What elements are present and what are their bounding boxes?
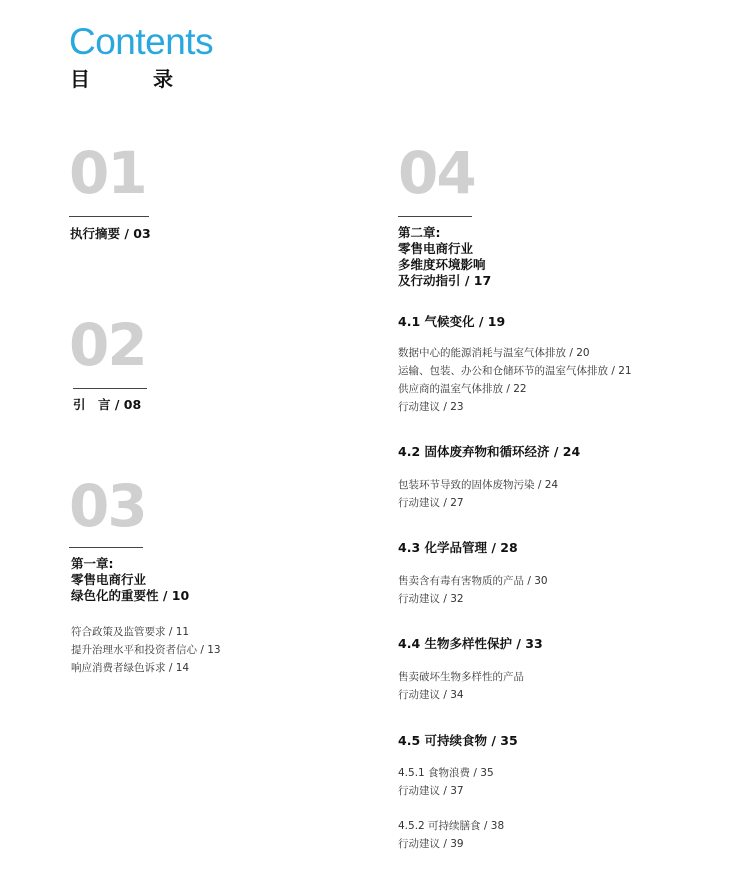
page-title-cn: 目 录 xyxy=(70,67,201,91)
toc-item[interactable]: 4.5.2 可持续膳食 / 38 xyxy=(398,820,505,832)
section-number-04: 04 xyxy=(398,139,475,207)
page-title-en: Contents xyxy=(69,21,214,62)
toc-chapter-1[interactable]: 第一章: 零售电商行业 绿色化的重要性 / 10 xyxy=(71,556,190,603)
toc-item[interactable]: 行动建议 / 32 xyxy=(398,593,464,605)
toc-item[interactable]: 提升治理水平和投资者信心 / 13 xyxy=(71,644,221,656)
section-number-01: 01 xyxy=(69,139,146,207)
toc-item[interactable]: 4.5.1 食物浪费 / 35 xyxy=(398,767,494,779)
toc-item[interactable]: 包装环节导致的固体废物污染 / 24 xyxy=(398,479,559,491)
section-number-02: 02 xyxy=(69,311,146,379)
toc-item[interactable]: 响应消费者绿色诉求 / 14 xyxy=(71,662,190,674)
toc-section-4-3[interactable]: 4.3 化学品管理 / 28 xyxy=(398,540,518,555)
toc-item[interactable]: 行动建议 / 34 xyxy=(398,689,464,701)
toc-entry-executive-summary[interactable]: 执行摘要 / 03 xyxy=(70,226,151,241)
toc-chapter-1-items xyxy=(71,623,221,677)
toc-section-4-4-items xyxy=(398,668,524,704)
toc-entry-introduction[interactable]: 引 言 / 08 xyxy=(73,397,142,412)
toc-chapter-2[interactable]: 第二章: 零售电商行业 多维度环境影响 及行动指引 / 17 xyxy=(398,225,492,288)
toc-section-4-5[interactable]: 4.5 可持续食物 / 35 xyxy=(398,733,518,748)
toc-item[interactable]: 行动建议 / 27 xyxy=(398,497,464,509)
divider-03 xyxy=(69,547,143,548)
toc-section-4-4[interactable]: 4.4 生物多样性保护 / 33 xyxy=(398,636,543,651)
toc-section-4-2[interactable]: 4.2 固体废弃物和循环经济 / 24 xyxy=(398,444,581,459)
divider-04 xyxy=(398,216,472,217)
toc-section-4-5-items xyxy=(398,764,494,800)
toc-item[interactable]: 符合政策及监管要求 / 11 xyxy=(71,626,190,638)
divider-01 xyxy=(69,216,149,217)
toc-section-4-5-items-2 xyxy=(398,817,504,853)
toc-section-4-2-items xyxy=(398,476,558,512)
toc-section-4-3-items xyxy=(398,572,548,608)
toc-item[interactable]: 行动建议 / 23 xyxy=(398,401,464,413)
toc-item[interactable]: 行动建议 / 39 xyxy=(398,838,464,850)
section-number-03: 03 xyxy=(69,472,146,540)
toc-item[interactable]: 售卖含有毒有害物质的产品 / 30 xyxy=(398,575,548,587)
divider-02 xyxy=(73,388,147,389)
toc-item[interactable]: 运输、包装、办公和仓储环节的温室气体排放 / 21 xyxy=(398,365,632,377)
toc-item[interactable]: 数据中心的能源消耗与温室气体排放 / 20 xyxy=(398,347,590,359)
toc-section-4-1[interactable]: 4.1 气候变化 / 19 xyxy=(398,314,506,329)
toc-item[interactable]: 供应商的温室气体排放 / 22 xyxy=(398,383,527,395)
toc-section-4-1-items xyxy=(398,344,632,416)
toc-item[interactable]: 行动建议 / 37 xyxy=(398,785,464,797)
toc-item[interactable]: 售卖破坏生物多样性的产品 xyxy=(398,671,524,683)
